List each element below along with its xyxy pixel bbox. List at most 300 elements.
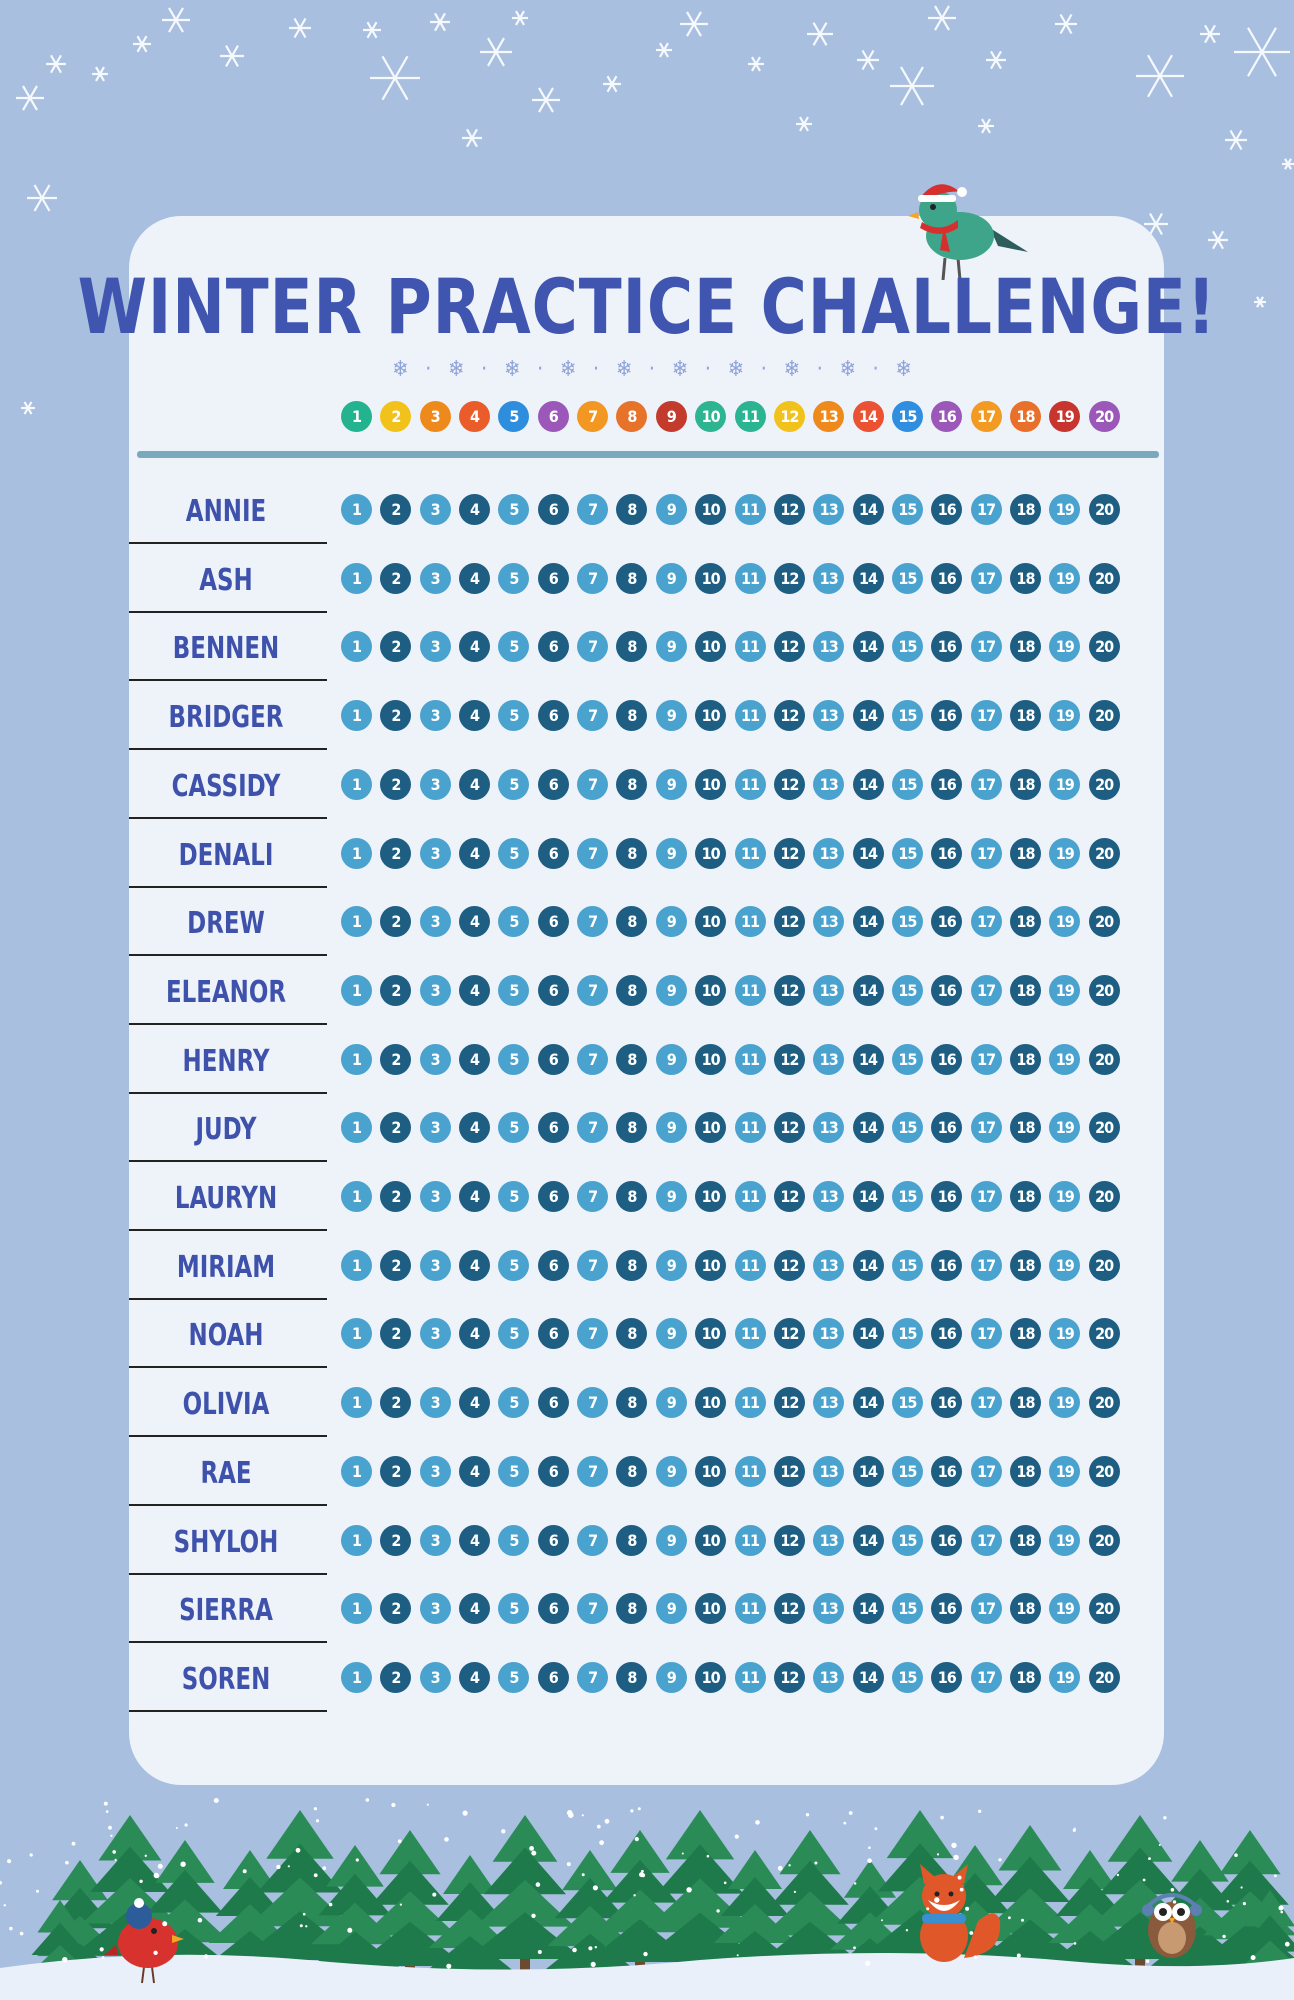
practice-day-circle[interactable]: 2 xyxy=(380,1593,411,1624)
practice-day-circle[interactable]: 4 xyxy=(459,1044,490,1075)
practice-day-circle[interactable]: 6 xyxy=(538,700,569,731)
practice-day-circle[interactable]: 14 xyxy=(853,1662,884,1693)
practice-day-circle[interactable]: 16 xyxy=(931,906,962,937)
practice-day-circle[interactable]: 5 xyxy=(498,1593,529,1624)
practice-day-circle[interactable]: 20 xyxy=(1089,563,1120,594)
practice-day-circle[interactable]: 4 xyxy=(459,769,490,800)
practice-day-circle[interactable]: 5 xyxy=(498,1181,529,1212)
practice-day-circle[interactable]: 14 xyxy=(853,1044,884,1075)
practice-day-circle[interactable]: 12 xyxy=(774,1181,805,1212)
practice-day-circle[interactable]: 16 xyxy=(931,1456,962,1487)
practice-day-circle[interactable]: 20 xyxy=(1089,975,1120,1006)
practice-day-circle[interactable]: 16 xyxy=(931,838,962,869)
practice-day-circle[interactable]: 7 xyxy=(577,1044,608,1075)
practice-day-circle[interactable]: 2 xyxy=(380,838,411,869)
practice-day-circle[interactable]: 8 xyxy=(616,1525,647,1556)
practice-day-circle[interactable]: 19 xyxy=(1049,1250,1080,1281)
practice-day-circle[interactable]: 6 xyxy=(538,1318,569,1349)
practice-day-circle[interactable]: 10 xyxy=(695,700,726,731)
practice-day-circle[interactable]: 12 xyxy=(774,1387,805,1418)
practice-day-circle[interactable]: 18 xyxy=(1010,906,1041,937)
practice-day-circle[interactable]: 6 xyxy=(538,1250,569,1281)
practice-day-circle[interactable]: 15 xyxy=(892,975,923,1006)
practice-day-circle[interactable]: 3 xyxy=(420,1525,451,1556)
practice-day-circle[interactable]: 14 xyxy=(853,1387,884,1418)
practice-day-circle[interactable]: 11 xyxy=(735,494,766,525)
practice-day-circle[interactable]: 8 xyxy=(616,700,647,731)
practice-day-circle[interactable]: 18 xyxy=(1010,1456,1041,1487)
practice-day-circle[interactable]: 5 xyxy=(498,1250,529,1281)
practice-day-circle[interactable]: 7 xyxy=(577,1112,608,1143)
practice-day-circle[interactable]: 7 xyxy=(577,1387,608,1418)
practice-day-circle[interactable]: 14 xyxy=(853,1525,884,1556)
practice-day-circle[interactable]: 9 xyxy=(656,1456,687,1487)
practice-day-circle[interactable]: 3 xyxy=(420,563,451,594)
practice-day-circle[interactable]: 2 xyxy=(380,1112,411,1143)
practice-day-circle[interactable]: 13 xyxy=(813,1525,844,1556)
practice-day-circle[interactable]: 14 xyxy=(853,1181,884,1212)
practice-day-circle[interactable]: 12 xyxy=(774,1318,805,1349)
practice-day-circle[interactable]: 7 xyxy=(577,906,608,937)
practice-day-circle[interactable]: 9 xyxy=(656,1044,687,1075)
practice-day-circle[interactable]: 13 xyxy=(813,1318,844,1349)
practice-day-circle[interactable]: 20 xyxy=(1089,1044,1120,1075)
practice-day-circle[interactable]: 12 xyxy=(774,1593,805,1624)
practice-day-circle[interactable]: 11 xyxy=(735,1112,766,1143)
practice-day-circle[interactable]: 15 xyxy=(892,1181,923,1212)
practice-day-circle[interactable]: 11 xyxy=(735,631,766,662)
practice-day-circle[interactable]: 18 xyxy=(1010,563,1041,594)
practice-day-circle[interactable]: 11 xyxy=(735,1456,766,1487)
practice-day-circle[interactable]: 6 xyxy=(538,631,569,662)
practice-day-circle[interactable]: 12 xyxy=(774,563,805,594)
practice-day-circle[interactable]: 1 xyxy=(341,1593,372,1624)
practice-day-circle[interactable]: 18 xyxy=(1010,1318,1041,1349)
practice-day-circle[interactable]: 9 xyxy=(656,1525,687,1556)
practice-day-circle[interactable]: 18 xyxy=(1010,1387,1041,1418)
practice-day-circle[interactable]: 6 xyxy=(538,1456,569,1487)
practice-day-circle[interactable]: 7 xyxy=(577,1456,608,1487)
practice-day-circle[interactable]: 7 xyxy=(577,631,608,662)
practice-day-circle[interactable]: 14 xyxy=(853,494,884,525)
practice-day-circle[interactable]: 2 xyxy=(380,1250,411,1281)
practice-day-circle[interactable]: 9 xyxy=(656,1112,687,1143)
practice-day-circle[interactable]: 9 xyxy=(656,769,687,800)
practice-day-circle[interactable]: 12 xyxy=(774,1112,805,1143)
practice-day-circle[interactable]: 12 xyxy=(774,1456,805,1487)
practice-day-circle[interactable]: 10 xyxy=(695,494,726,525)
practice-day-circle[interactable]: 5 xyxy=(498,1112,529,1143)
practice-day-circle[interactable]: 4 xyxy=(459,1112,490,1143)
practice-day-circle[interactable]: 10 xyxy=(695,769,726,800)
practice-day-circle[interactable]: 12 xyxy=(774,631,805,662)
practice-day-circle[interactable]: 12 xyxy=(774,1525,805,1556)
practice-day-circle[interactable]: 15 xyxy=(892,1525,923,1556)
practice-day-circle[interactable]: 14 xyxy=(853,975,884,1006)
practice-day-circle[interactable]: 18 xyxy=(1010,1662,1041,1693)
practice-day-circle[interactable]: 20 xyxy=(1089,1662,1120,1693)
practice-day-circle[interactable]: 20 xyxy=(1089,1250,1120,1281)
practice-day-circle[interactable]: 7 xyxy=(577,1525,608,1556)
practice-day-circle[interactable]: 14 xyxy=(853,1456,884,1487)
practice-day-circle[interactable]: 2 xyxy=(380,1181,411,1212)
practice-day-circle[interactable]: 16 xyxy=(931,1593,962,1624)
practice-day-circle[interactable]: 11 xyxy=(735,563,766,594)
practice-day-circle[interactable]: 13 xyxy=(813,1387,844,1418)
practice-day-circle[interactable]: 15 xyxy=(892,1112,923,1143)
practice-day-circle[interactable]: 3 xyxy=(420,1593,451,1624)
practice-day-circle[interactable]: 19 xyxy=(1049,1387,1080,1418)
practice-day-circle[interactable]: 17 xyxy=(971,1318,1002,1349)
practice-day-circle[interactable]: 20 xyxy=(1089,1456,1120,1487)
practice-day-circle[interactable]: 11 xyxy=(735,769,766,800)
practice-day-circle[interactable]: 11 xyxy=(735,1181,766,1212)
practice-day-circle[interactable]: 11 xyxy=(735,1525,766,1556)
practice-day-circle[interactable]: 4 xyxy=(459,1593,490,1624)
practice-day-circle[interactable]: 17 xyxy=(971,700,1002,731)
practice-day-circle[interactable]: 19 xyxy=(1049,700,1080,731)
practice-day-circle[interactable]: 7 xyxy=(577,494,608,525)
practice-day-circle[interactable]: 13 xyxy=(813,1662,844,1693)
practice-day-circle[interactable]: 6 xyxy=(538,1662,569,1693)
practice-day-circle[interactable]: 4 xyxy=(459,906,490,937)
practice-day-circle[interactable]: 1 xyxy=(341,700,372,731)
practice-day-circle[interactable]: 16 xyxy=(931,631,962,662)
practice-day-circle[interactable]: 17 xyxy=(971,769,1002,800)
practice-day-circle[interactable]: 17 xyxy=(971,975,1002,1006)
practice-day-circle[interactable]: 3 xyxy=(420,1318,451,1349)
practice-day-circle[interactable]: 12 xyxy=(774,906,805,937)
practice-day-circle[interactable]: 12 xyxy=(774,838,805,869)
practice-day-circle[interactable]: 11 xyxy=(735,975,766,1006)
practice-day-circle[interactable]: 3 xyxy=(420,1112,451,1143)
practice-day-circle[interactable]: 15 xyxy=(892,1044,923,1075)
practice-day-circle[interactable]: 14 xyxy=(853,769,884,800)
practice-day-circle[interactable]: 6 xyxy=(538,838,569,869)
practice-day-circle[interactable]: 9 xyxy=(656,1318,687,1349)
practice-day-circle[interactable]: 14 xyxy=(853,1112,884,1143)
practice-day-circle[interactable]: 17 xyxy=(971,1662,1002,1693)
practice-day-circle[interactable]: 8 xyxy=(616,906,647,937)
practice-day-circle[interactable]: 8 xyxy=(616,1250,647,1281)
practice-day-circle[interactable]: 9 xyxy=(656,494,687,525)
practice-day-circle[interactable]: 12 xyxy=(774,700,805,731)
practice-day-circle[interactable]: 10 xyxy=(695,1456,726,1487)
practice-day-circle[interactable]: 19 xyxy=(1049,1593,1080,1624)
practice-day-circle[interactable]: 7 xyxy=(577,1662,608,1693)
practice-day-circle[interactable]: 15 xyxy=(892,838,923,869)
practice-day-circle[interactable]: 1 xyxy=(341,769,372,800)
practice-day-circle[interactable]: 3 xyxy=(420,1044,451,1075)
practice-day-circle[interactable]: 17 xyxy=(971,1044,1002,1075)
practice-day-circle[interactable]: 13 xyxy=(813,700,844,731)
practice-day-circle[interactable]: 7 xyxy=(577,1318,608,1349)
practice-day-circle[interactable]: 9 xyxy=(656,1387,687,1418)
practice-day-circle[interactable]: 14 xyxy=(853,631,884,662)
practice-day-circle[interactable]: 2 xyxy=(380,1044,411,1075)
practice-day-circle[interactable]: 5 xyxy=(498,1318,529,1349)
practice-day-circle[interactable]: 10 xyxy=(695,1044,726,1075)
practice-day-circle[interactable]: 11 xyxy=(735,1387,766,1418)
practice-day-circle[interactable]: 17 xyxy=(971,1456,1002,1487)
practice-day-circle[interactable]: 6 xyxy=(538,494,569,525)
practice-day-circle[interactable]: 5 xyxy=(498,1387,529,1418)
practice-day-circle[interactable]: 4 xyxy=(459,838,490,869)
practice-day-circle[interactable]: 17 xyxy=(971,1387,1002,1418)
practice-day-circle[interactable]: 18 xyxy=(1010,975,1041,1006)
practice-day-circle[interactable]: 10 xyxy=(695,631,726,662)
practice-day-circle[interactable]: 12 xyxy=(774,1250,805,1281)
practice-day-circle[interactable]: 7 xyxy=(577,563,608,594)
practice-day-circle[interactable]: 4 xyxy=(459,494,490,525)
practice-day-circle[interactable]: 12 xyxy=(774,494,805,525)
practice-day-circle[interactable]: 4 xyxy=(459,975,490,1006)
practice-day-circle[interactable]: 16 xyxy=(931,769,962,800)
practice-day-circle[interactable]: 14 xyxy=(853,1250,884,1281)
practice-day-circle[interactable]: 15 xyxy=(892,1318,923,1349)
practice-day-circle[interactable]: 12 xyxy=(774,769,805,800)
practice-day-circle[interactable]: 5 xyxy=(498,1456,529,1487)
practice-day-circle[interactable]: 20 xyxy=(1089,700,1120,731)
practice-day-circle[interactable]: 7 xyxy=(577,1181,608,1212)
practice-day-circle[interactable]: 16 xyxy=(931,494,962,525)
practice-day-circle[interactable]: 5 xyxy=(498,1044,529,1075)
practice-day-circle[interactable]: 8 xyxy=(616,1387,647,1418)
practice-day-circle[interactable]: 19 xyxy=(1049,1525,1080,1556)
practice-day-circle[interactable]: 12 xyxy=(774,975,805,1006)
practice-day-circle[interactable]: 18 xyxy=(1010,769,1041,800)
practice-day-circle[interactable]: 19 xyxy=(1049,494,1080,525)
practice-day-circle[interactable]: 2 xyxy=(380,1525,411,1556)
practice-day-circle[interactable]: 10 xyxy=(695,1593,726,1624)
practice-day-circle[interactable]: 14 xyxy=(853,563,884,594)
practice-day-circle[interactable]: 11 xyxy=(735,1593,766,1624)
practice-day-circle[interactable]: 10 xyxy=(695,838,726,869)
practice-day-circle[interactable]: 5 xyxy=(498,494,529,525)
practice-day-circle[interactable]: 8 xyxy=(616,1662,647,1693)
practice-day-circle[interactable]: 5 xyxy=(498,700,529,731)
practice-day-circle[interactable]: 13 xyxy=(813,631,844,662)
practice-day-circle[interactable]: 2 xyxy=(380,1387,411,1418)
practice-day-circle[interactable]: 6 xyxy=(538,1387,569,1418)
practice-day-circle[interactable]: 19 xyxy=(1049,1044,1080,1075)
practice-day-circle[interactable]: 15 xyxy=(892,494,923,525)
practice-day-circle[interactable]: 15 xyxy=(892,1250,923,1281)
practice-day-circle[interactable]: 9 xyxy=(656,1250,687,1281)
practice-day-circle[interactable]: 18 xyxy=(1010,494,1041,525)
practice-day-circle[interactable]: 1 xyxy=(341,906,372,937)
practice-day-circle[interactable]: 17 xyxy=(971,494,1002,525)
practice-day-circle[interactable]: 15 xyxy=(892,906,923,937)
practice-day-circle[interactable]: 9 xyxy=(656,563,687,594)
practice-day-circle[interactable]: 1 xyxy=(341,1112,372,1143)
practice-day-circle[interactable]: 1 xyxy=(341,1044,372,1075)
practice-day-circle[interactable]: 17 xyxy=(971,838,1002,869)
practice-day-circle[interactable]: 19 xyxy=(1049,975,1080,1006)
practice-day-circle[interactable]: 9 xyxy=(656,1181,687,1212)
practice-day-circle[interactable]: 2 xyxy=(380,494,411,525)
practice-day-circle[interactable]: 4 xyxy=(459,1250,490,1281)
practice-day-circle[interactable]: 9 xyxy=(656,1593,687,1624)
practice-day-circle[interactable]: 4 xyxy=(459,1662,490,1693)
practice-day-circle[interactable]: 12 xyxy=(774,1044,805,1075)
practice-day-circle[interactable]: 9 xyxy=(656,700,687,731)
practice-day-circle[interactable]: 6 xyxy=(538,1044,569,1075)
practice-day-circle[interactable]: 1 xyxy=(341,975,372,1006)
practice-day-circle[interactable]: 3 xyxy=(420,1181,451,1212)
practice-day-circle[interactable]: 14 xyxy=(853,1593,884,1624)
practice-day-circle[interactable]: 7 xyxy=(577,769,608,800)
practice-day-circle[interactable]: 17 xyxy=(971,1250,1002,1281)
practice-day-circle[interactable]: 19 xyxy=(1049,563,1080,594)
practice-day-circle[interactable]: 13 xyxy=(813,1181,844,1212)
practice-day-circle[interactable]: 3 xyxy=(420,906,451,937)
practice-day-circle[interactable]: 15 xyxy=(892,769,923,800)
practice-day-circle[interactable]: 6 xyxy=(538,769,569,800)
practice-day-circle[interactable]: 7 xyxy=(577,975,608,1006)
practice-day-circle[interactable]: 17 xyxy=(971,1593,1002,1624)
practice-day-circle[interactable]: 3 xyxy=(420,769,451,800)
practice-day-circle[interactable]: 7 xyxy=(577,1593,608,1624)
practice-day-circle[interactable]: 13 xyxy=(813,1250,844,1281)
practice-day-circle[interactable]: 8 xyxy=(616,769,647,800)
practice-day-circle[interactable]: 9 xyxy=(656,631,687,662)
practice-day-circle[interactable]: 17 xyxy=(971,906,1002,937)
practice-day-circle[interactable]: 17 xyxy=(971,1181,1002,1212)
practice-day-circle[interactable]: 7 xyxy=(577,1250,608,1281)
practice-day-circle[interactable]: 20 xyxy=(1089,494,1120,525)
practice-day-circle[interactable]: 6 xyxy=(538,1525,569,1556)
practice-day-circle[interactable]: 20 xyxy=(1089,1593,1120,1624)
practice-day-circle[interactable]: 3 xyxy=(420,1250,451,1281)
practice-day-circle[interactable]: 16 xyxy=(931,975,962,1006)
practice-day-circle[interactable]: 13 xyxy=(813,769,844,800)
practice-day-circle[interactable]: 5 xyxy=(498,631,529,662)
practice-day-circle[interactable]: 16 xyxy=(931,1181,962,1212)
practice-day-circle[interactable]: 8 xyxy=(616,1318,647,1349)
practice-day-circle[interactable]: 8 xyxy=(616,1044,647,1075)
practice-day-circle[interactable]: 3 xyxy=(420,838,451,869)
practice-day-circle[interactable]: 8 xyxy=(616,1112,647,1143)
practice-day-circle[interactable]: 16 xyxy=(931,1112,962,1143)
practice-day-circle[interactable]: 18 xyxy=(1010,1044,1041,1075)
practice-day-circle[interactable]: 2 xyxy=(380,563,411,594)
practice-day-circle[interactable]: 9 xyxy=(656,906,687,937)
practice-day-circle[interactable]: 15 xyxy=(892,631,923,662)
practice-day-circle[interactable]: 8 xyxy=(616,1181,647,1212)
practice-day-circle[interactable]: 19 xyxy=(1049,1662,1080,1693)
practice-day-circle[interactable]: 20 xyxy=(1089,838,1120,869)
practice-day-circle[interactable]: 20 xyxy=(1089,1318,1120,1349)
practice-day-circle[interactable]: 18 xyxy=(1010,1525,1041,1556)
practice-day-circle[interactable]: 18 xyxy=(1010,1181,1041,1212)
practice-day-circle[interactable]: 4 xyxy=(459,1387,490,1418)
practice-day-circle[interactable]: 2 xyxy=(380,700,411,731)
practice-day-circle[interactable]: 5 xyxy=(498,838,529,869)
practice-day-circle[interactable]: 6 xyxy=(538,563,569,594)
practice-day-circle[interactable]: 4 xyxy=(459,1525,490,1556)
practice-day-circle[interactable]: 17 xyxy=(971,563,1002,594)
practice-day-circle[interactable]: 16 xyxy=(931,1318,962,1349)
practice-day-circle[interactable]: 10 xyxy=(695,975,726,1006)
practice-day-circle[interactable]: 1 xyxy=(341,631,372,662)
practice-day-circle[interactable]: 10 xyxy=(695,1181,726,1212)
practice-day-circle[interactable]: 10 xyxy=(695,1387,726,1418)
practice-day-circle[interactable]: 11 xyxy=(735,906,766,937)
practice-day-circle[interactable]: 17 xyxy=(971,631,1002,662)
practice-day-circle[interactable]: 4 xyxy=(459,1181,490,1212)
practice-day-circle[interactable]: 15 xyxy=(892,563,923,594)
practice-day-circle[interactable]: 4 xyxy=(459,700,490,731)
practice-day-circle[interactable]: 13 xyxy=(813,838,844,869)
practice-day-circle[interactable]: 1 xyxy=(341,838,372,869)
practice-day-circle[interactable]: 19 xyxy=(1049,906,1080,937)
practice-day-circle[interactable]: 2 xyxy=(380,1318,411,1349)
practice-day-circle[interactable]: 2 xyxy=(380,975,411,1006)
practice-day-circle[interactable]: 18 xyxy=(1010,700,1041,731)
practice-day-circle[interactable]: 16 xyxy=(931,1250,962,1281)
practice-day-circle[interactable]: 16 xyxy=(931,563,962,594)
practice-day-circle[interactable]: 10 xyxy=(695,1662,726,1693)
practice-day-circle[interactable]: 7 xyxy=(577,700,608,731)
practice-day-circle[interactable]: 5 xyxy=(498,906,529,937)
practice-day-circle[interactable]: 16 xyxy=(931,1387,962,1418)
practice-day-circle[interactable]: 14 xyxy=(853,700,884,731)
practice-day-circle[interactable]: 6 xyxy=(538,1593,569,1624)
practice-day-circle[interactable]: 1 xyxy=(341,1250,372,1281)
practice-day-circle[interactable]: 18 xyxy=(1010,1250,1041,1281)
practice-day-circle[interactable]: 8 xyxy=(616,1456,647,1487)
practice-day-circle[interactable]: 15 xyxy=(892,1593,923,1624)
practice-day-circle[interactable]: 20 xyxy=(1089,631,1120,662)
practice-day-circle[interactable]: 4 xyxy=(459,1456,490,1487)
practice-day-circle[interactable]: 6 xyxy=(538,975,569,1006)
practice-day-circle[interactable]: 14 xyxy=(853,906,884,937)
practice-day-circle[interactable]: 19 xyxy=(1049,769,1080,800)
practice-day-circle[interactable]: 11 xyxy=(735,1318,766,1349)
practice-day-circle[interactable]: 3 xyxy=(420,494,451,525)
practice-day-circle[interactable]: 16 xyxy=(931,1662,962,1693)
practice-day-circle[interactable]: 13 xyxy=(813,906,844,937)
practice-day-circle[interactable]: 5 xyxy=(498,769,529,800)
practice-day-circle[interactable]: 1 xyxy=(341,1456,372,1487)
practice-day-circle[interactable]: 3 xyxy=(420,975,451,1006)
practice-day-circle[interactable]: 8 xyxy=(616,631,647,662)
practice-day-circle[interactable]: 11 xyxy=(735,700,766,731)
practice-day-circle[interactable]: 4 xyxy=(459,631,490,662)
practice-day-circle[interactable]: 19 xyxy=(1049,1318,1080,1349)
practice-day-circle[interactable]: 20 xyxy=(1089,1525,1120,1556)
practice-day-circle[interactable]: 13 xyxy=(813,1112,844,1143)
practice-day-circle[interactable]: 20 xyxy=(1089,1181,1120,1212)
practice-day-circle[interactable]: 19 xyxy=(1049,1112,1080,1143)
practice-day-circle[interactable]: 8 xyxy=(616,563,647,594)
practice-day-circle[interactable]: 12 xyxy=(774,1662,805,1693)
practice-day-circle[interactable]: 1 xyxy=(341,1181,372,1212)
practice-day-circle[interactable]: 19 xyxy=(1049,631,1080,662)
practice-day-circle[interactable]: 2 xyxy=(380,631,411,662)
practice-day-circle[interactable]: 9 xyxy=(656,1662,687,1693)
practice-day-circle[interactable]: 8 xyxy=(616,1593,647,1624)
practice-day-circle[interactable]: 14 xyxy=(853,1318,884,1349)
practice-day-circle[interactable]: 7 xyxy=(577,838,608,869)
practice-day-circle[interactable]: 4 xyxy=(459,1318,490,1349)
practice-day-circle[interactable]: 16 xyxy=(931,1044,962,1075)
practice-day-circle[interactable]: 1 xyxy=(341,1318,372,1349)
practice-day-circle[interactable]: 9 xyxy=(656,838,687,869)
practice-day-circle[interactable]: 13 xyxy=(813,1456,844,1487)
practice-day-circle[interactable]: 15 xyxy=(892,1662,923,1693)
